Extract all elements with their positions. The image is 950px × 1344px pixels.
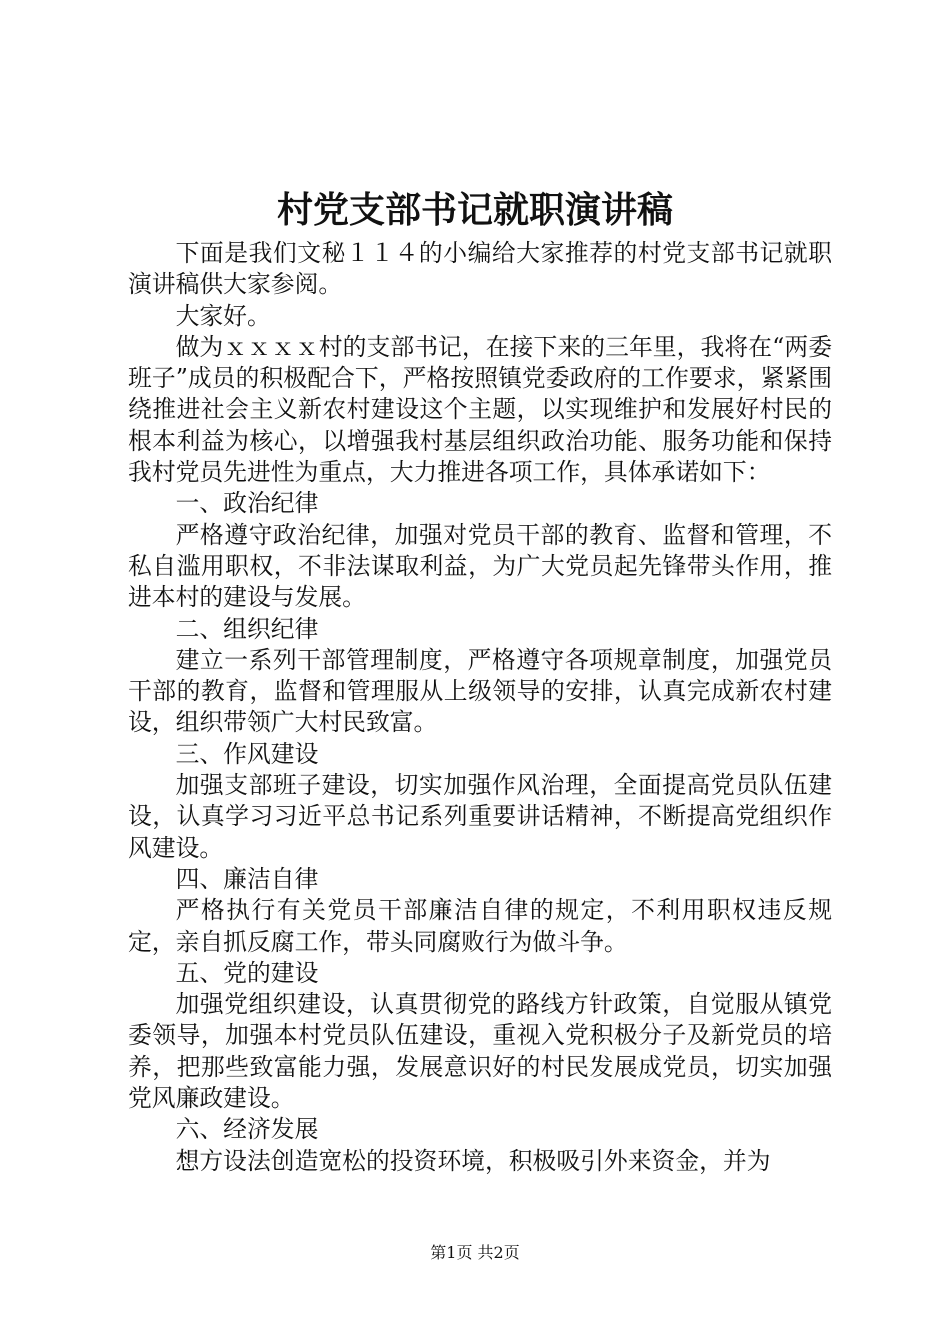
section-heading: 五、党的建设: [175, 958, 319, 987]
section-heading: 三、作风建设: [175, 739, 319, 768]
document-body: [128, 238, 832, 1177]
paragraph: 大家好。: [175, 301, 271, 330]
paragraph: 加强党组织建设，认真贯彻党的路线方针政策，自觉服从镇党委领导，加强本村党员队伍建设，重视入党积极分子及新党员的培养，把那些致富能力强，发展意识好的村民发展成党员，切实加强党风廉政建设。: [128, 990, 832, 1113]
document-title: 村党支部书记就职演讲稿: [276, 189, 673, 231]
paragraph: 严格遵守政治纪律，加强对党员干部的教育、监督和管理，不私自滥用职权，不非法谋取利益，为广大党员起先锋带头作用，推进本村的建设与发展。: [128, 520, 832, 612]
section-heading: 六、经济发展: [175, 1115, 319, 1144]
paragraph: 下面是我们文秘１１４的小编给大家推荐的村党支部书记就职演讲稿供大家参阅。: [128, 239, 832, 299]
paragraph: 加强支部班子建设，切实加强作风治理，全面提高党员队伍建设，认真学习习近平总书记系列重要讲话精神，不断提高党组织作风建设。: [128, 771, 832, 862]
section-heading: 四、廉洁自律: [175, 864, 319, 893]
paragraph: 做为ｘｘｘｘ村的支部书记，在接下来的三年里，我将在“两委班子”成员的积极配合下，严格按照镇党委政府的工作要求，紧紧围绕推进社会主义新农村建设这个主题，以实现维护和发展好村民的根本利益为核心，以增强我村基层组织政治功能、服务功能和保持我村党员先进性为重点，大力推进各项工作，具体承诺如下：: [128, 332, 832, 487]
page-footer: 第1页 共2页: [430, 1243, 520, 1262]
section-heading: 一、政治纪律: [175, 489, 319, 518]
paragraph: 严格执行有关党员干部廉洁自律的规定，不利用职权违反规定，亲自抓反腐工作，带头同腐败行为做斗争。: [128, 896, 832, 956]
paragraph: 想方设法创造宽松的投资环境，积极吸引外来资金，并为: [175, 1146, 771, 1175]
paragraph: 建立一系列干部管理制度，严格遵守各项规章制度，加强党员干部的教育，监督和管理服从上级领导的安排，认真完成新农村建设，组织带领广大村民致富。: [128, 645, 832, 737]
section-heading: 二、组织纪律: [175, 614, 319, 643]
